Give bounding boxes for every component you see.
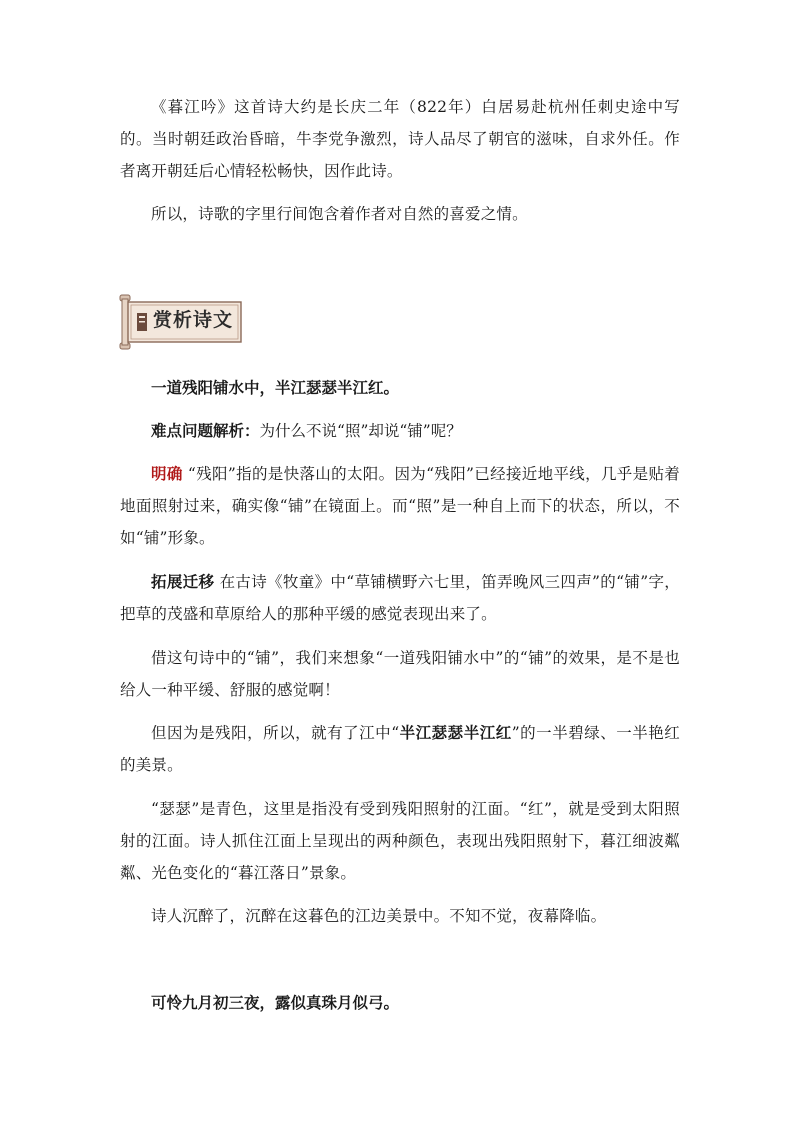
- verse-heading-2: 可怜九月初三夜，露似真珠月似弓。: [151, 993, 400, 1012]
- answer-text: “残阳”指的是快落山的太阳。因为“残阳”已经接近地平线，几乎是贴着地面照射过来，确实像“铺”在镜面上。而“照”是一种自上而下的状态，所以，不如“铺”形象。: [120, 465, 680, 547]
- extend-text: 在古诗《牧童》中“草铺横野六七里，笛弄晚风三四声”的“铺”字，把草的茂盛和草原给人的那种平缓的感觉表现出来了。: [120, 573, 680, 623]
- sese-text: “瑟瑟”是青色，这里是指没有受到残阳照射的江面。“红”，就是受到太阳照射的江面。诗人抓住江面上呈现出的两种颜色，表现出残阳照射下，暮江细波粼粼、光色变化的“暮江落日”景象。: [120, 800, 680, 882]
- verse-heading-1: 一道残阳铺水中，半江瑟瑟半江红。: [151, 378, 400, 397]
- banner-title: 赏析诗文: [153, 309, 234, 331]
- question-label: 难点问题解析：: [151, 421, 260, 440]
- question-text: 为什么不说“照”却说“铺”呢？: [259, 422, 462, 440]
- section-banner: [117, 293, 245, 351]
- borrow-paragraph: [120, 642, 680, 706]
- half-river-bold: 半江瑟瑟半江红: [399, 723, 512, 742]
- half-river-text-post: ”的一半碧绿、一半艳红的美景。: [120, 724, 680, 774]
- answer-paragraph: [120, 458, 680, 554]
- borrow-text: 借这句诗中的“铺”，我们来想象“一道残阳铺水中”的“铺”的效果，是不是也给人一种平缓、舒服的感觉啊！: [120, 649, 680, 699]
- intro-paragraph-background: [120, 91, 680, 187]
- intro-paragraph-conclusion: [120, 198, 680, 230]
- drunk-text: 诗人沉醉了，沉醉在这暮色的江边美景中。不知不觉，夜幕降临。: [151, 907, 607, 925]
- answer-label: 明确: [151, 464, 183, 483]
- half-river-text-pre: 但因为是残阳，所以，就有了江中“: [151, 724, 400, 742]
- extend-label: 拓展迁移: [151, 572, 215, 591]
- question-paragraph: [151, 415, 462, 447]
- drunk-paragraph: [120, 900, 680, 932]
- sese-paragraph: [120, 793, 680, 889]
- extend-paragraph: [120, 566, 680, 630]
- intro-paragraph-text: 《暮江吟》这首诗大约是长庆二年（822年）白居易赴杭州任刺史途中写的。当时朝廷政治昏暗，牛李党争激烈，诗人品尽了朝官的滋味，自求外任。作者离开朝廷后心情轻松畅快，因作此诗。: [120, 98, 680, 180]
- intro-conclusion-text: 所以，诗歌的字里行间饱含着作者对自然的喜爱之情。: [151, 205, 528, 223]
- half-river-paragraph: [120, 717, 680, 781]
